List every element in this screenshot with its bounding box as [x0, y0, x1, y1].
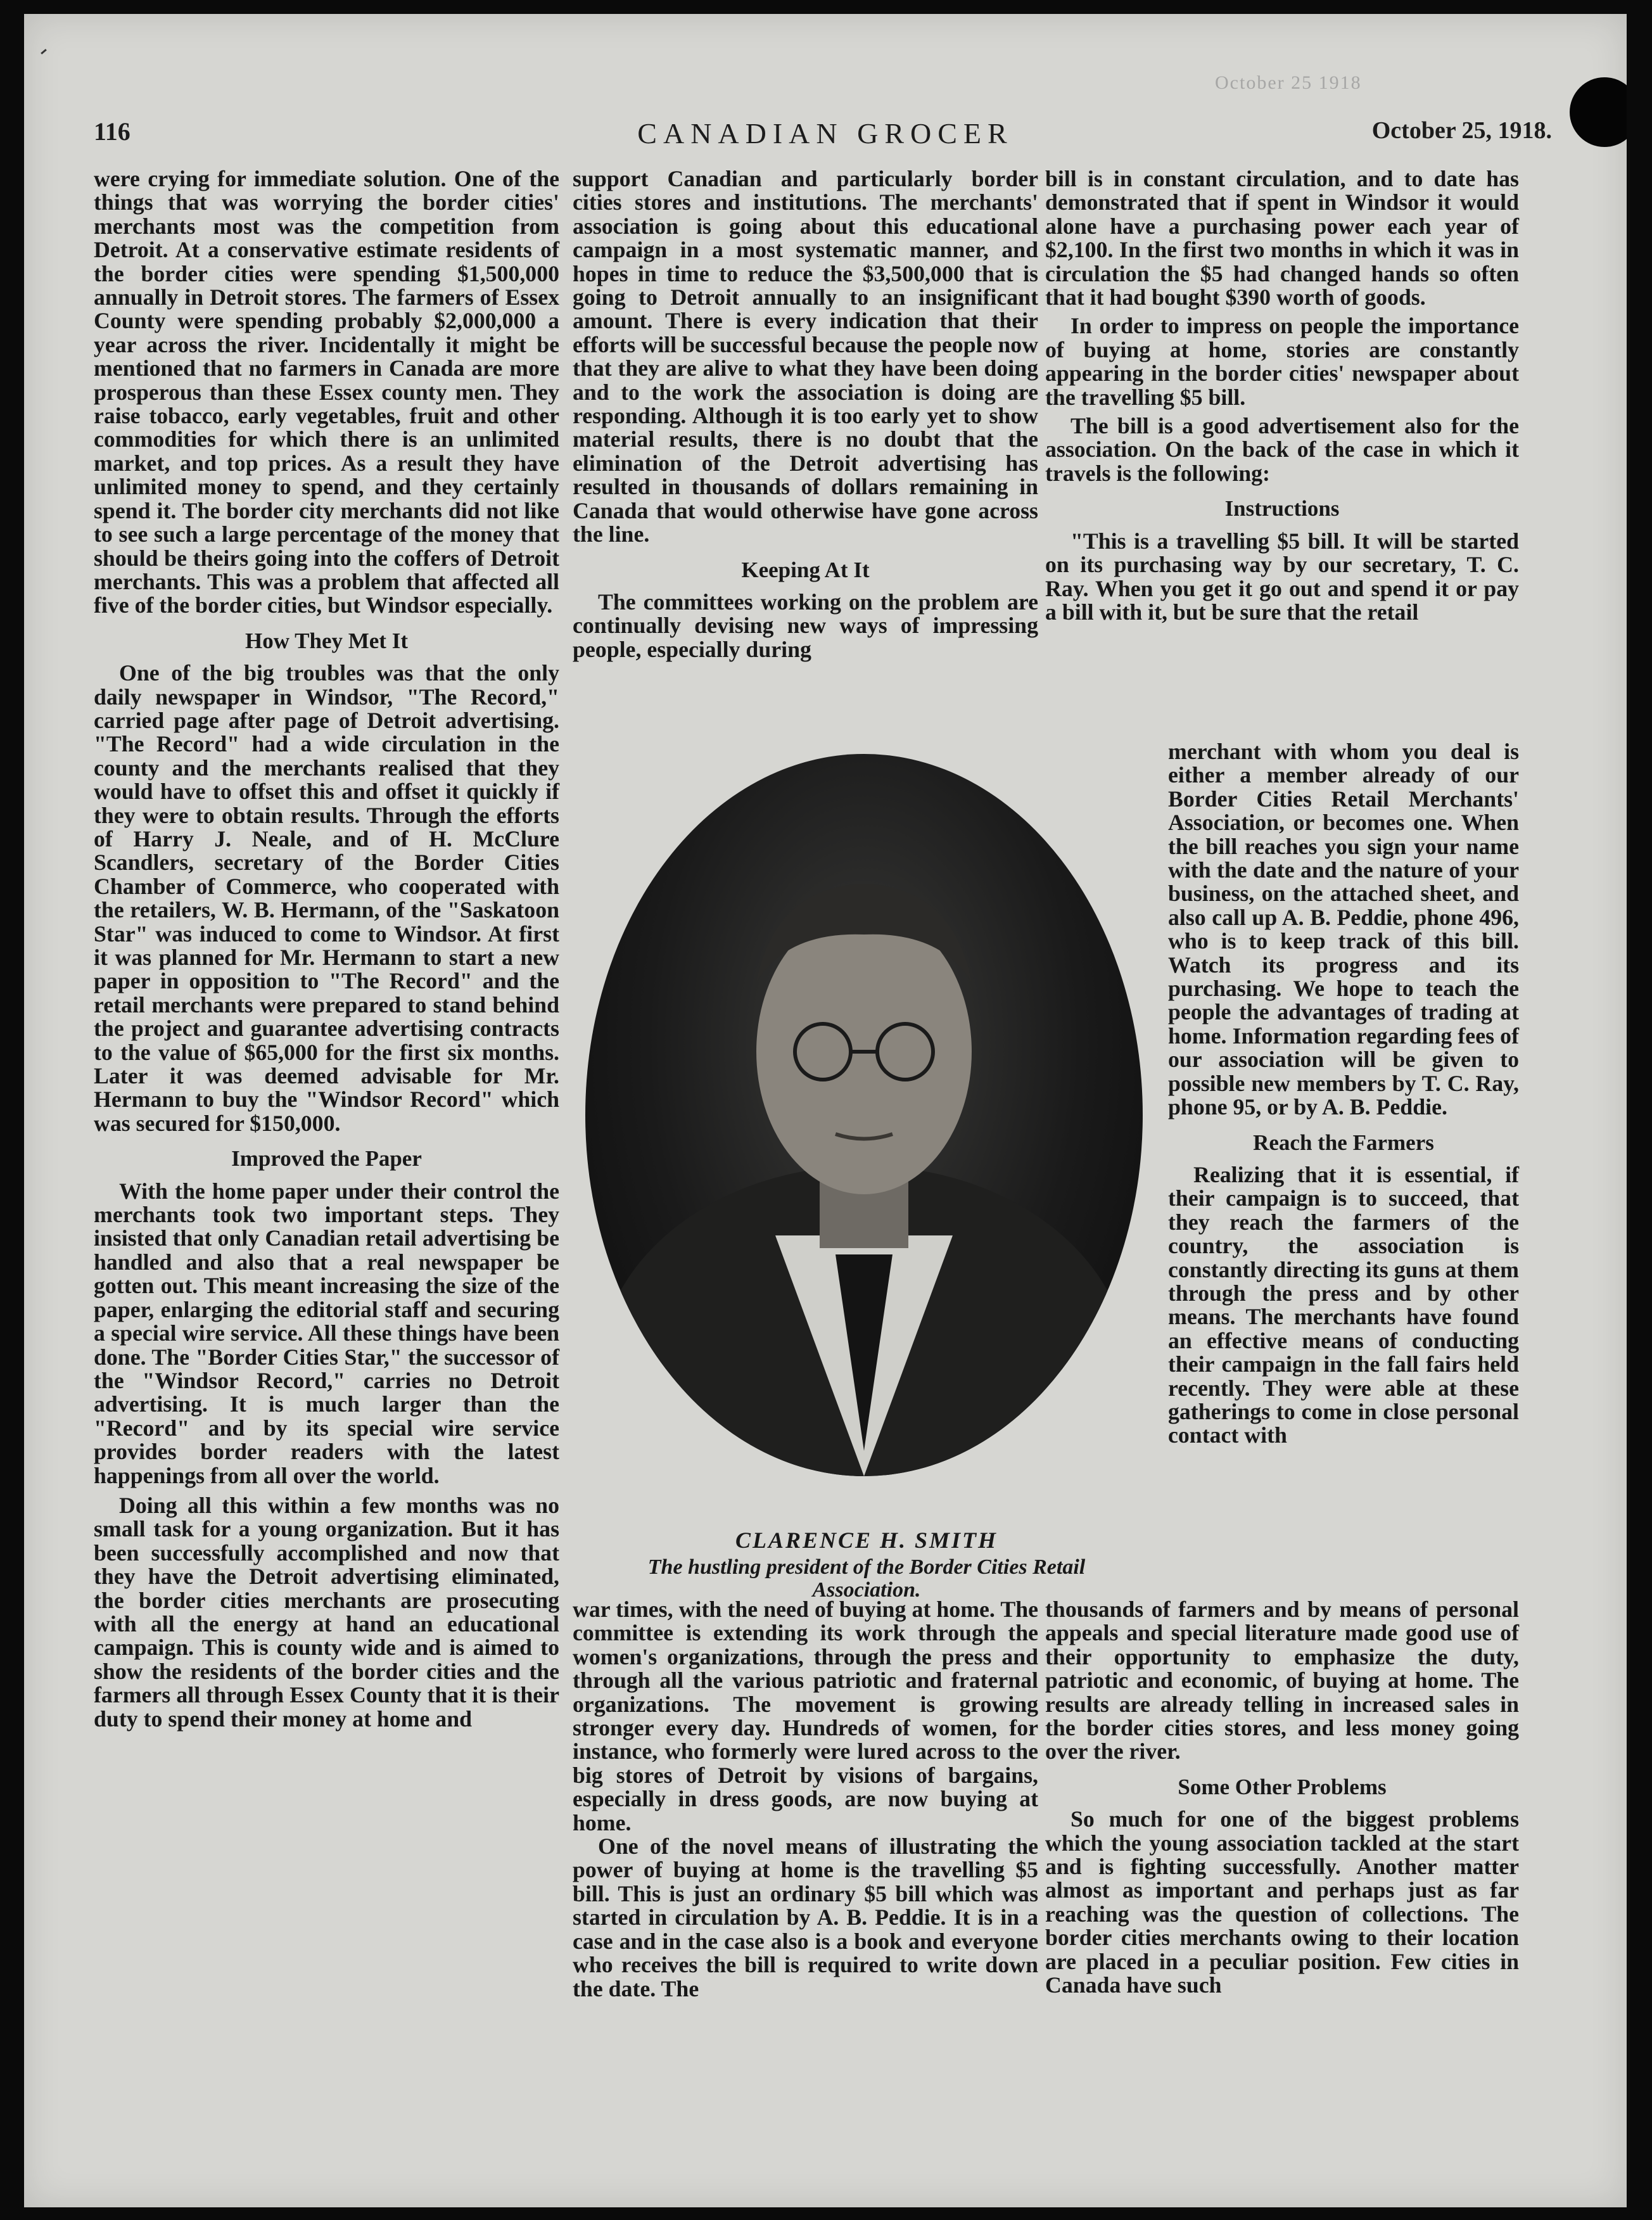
section-heading: Some Other Problems: [1178, 1774, 1387, 1799]
page-number: 116: [94, 117, 130, 146]
column-3-bottom: [1045, 1598, 1519, 1998]
paragraph: One of the big troubles was that the only daily newspaper in Windsor, "The Record," carried page after page of Detroit advertising. "The Record" had a wide circulation in the county and the merchants realised that they would have to offset this and offset it quickly if they were to obtain results. Through the efforts of Harry J. Neale, and of H. McClure Scandlers, secretary of the Border Cities Chamber of Commerce, who cooperated with the retailers, W. B. Hermann, of the "Saskatoon Star" was induced to come to Windsor. At first it was planned for Mr. Hermann to start a new paper in opposition to "The Record" and the retail merchants were prepared to stand behind the project and guarantee advertising contracts to the value of $65,000 for the first six months. Later it was deemed advisable for Mr. Hermann to buy the "Windsor Record" which was secured for $150,000.: [94, 660, 559, 1136]
column-2-bottom: [573, 1598, 1038, 2001]
caption-description: The hustling president of the Border Cities Retail Association.: [647, 1555, 1086, 1602]
column-3-narrow: [1168, 740, 1519, 1448]
paragraph: The bill is a good advertisement also for the association. On the back of the case in which it travels is the following:: [1045, 413, 1519, 486]
section-heading: Improved the Paper: [231, 1146, 422, 1171]
column-1: [94, 167, 559, 1731]
paragraph: bill is in constant circulation, and to date has demonstrated that if spent in Windsor it would alone have a purchasing power each year of $2,100. In the first two months in which it was in circulation the $5 had changed hands so often that it had bought $390 worth of goods.: [1045, 166, 1519, 310]
portrait-icon: [585, 754, 1143, 1476]
photo-caption: [594, 1527, 1139, 1602]
paragraph: were crying for immediate solution. One of the things that was worrying the border cities' merchants most was the competition from Detroit. At a conservative estimate residents of the border cities were spending $1,500,000 annually in Detroit stores. The farmers of Essex County were spending probably $2,000,000 a year across the river. Incidentally it might be mentioned that no farmers in Canada are more prosperous than these Essex county men. They raise tobacco, early vegetables, fruit and other commodities for which there is an unlimited market, and top prices. As a result they have unlimited money to spend, and they certainly spend it. The border city merchants did not like to see such a large percentage of the money that should be theirs going into the coffers of Detroit merchants. This was a problem that affected all five of the border cities, but Windsor especially.: [94, 166, 559, 618]
scan-mark: [41, 49, 47, 54]
paragraph: war times, with the need of buying at home. The committee is extending its work through the women's organizations, through the press and through all the various patriotic and fraternal organizations. The movement is growing stronger every day. Hundreds of women, for instance, who formerly were lured across to the big stores of Detroit by visions of bargains, especially in dress goods, are now buying at home.: [573, 1597, 1038, 1835]
paragraph: The committees working on the problem are continually devising new ways of impressing people, especially during: [573, 589, 1038, 662]
column-2-top: [573, 167, 1038, 661]
paragraph: One of the novel means of illustrating the power of buying at home is the travelling $5 bill. This is just an ordinary $5 bill which was started in circulation by A. B. Peddie. It is in a case and in the case also is a book and everyone who receives the bill is required to write down the date. The: [573, 1834, 1038, 2001]
section-heading: How They Met It: [245, 628, 408, 653]
issue-date: October 25, 1918.: [1371, 117, 1552, 144]
column-3-top: [1045, 167, 1519, 624]
paragraph: Realizing that it is essential, if their campaign is to succeed, that they reach the farmers of the country, the association is constantly directing its guns at them through the press and by other means. The merchants have found an effective means of conducting their campaign in the fall fairs held recently. They were able at these gatherings to come in close personal contact with: [1168, 1161, 1519, 1448]
section-heading: Keeping At It: [741, 557, 870, 582]
publication-title: CANADIAN GROCER: [637, 117, 1013, 150]
paragraph: In order to impress on people the importance of buying at home, stories are constantly appearing in the border cities' newspaper about the travelling $5 bill.: [1045, 313, 1519, 410]
portrait-photo: [585, 754, 1143, 1476]
date-stamp: October 25 1918: [1215, 72, 1362, 93]
paragraph: So much for one of the biggest problems which the young association tackled at the start and is fighting successfully. Another matter almost as important and perhaps just as far reaching was the question of collections. The border cities merchants owing to their location are placed in a peculiar position. Few cities in Canada have such: [1045, 1806, 1519, 1998]
paragraph: merchant with whom you deal is either a member already of our Border Cities Retail Merchants' Association, or becomes one. When the bill reaches you sign your name with the date and the nature of your business, on the attached sheet, and also call up A. B. Peddie, phone 496, who is to keep track of this bill. Watch its progress and its purchasing. We hope to teach the people the advantages of trading at home. Information regarding fees of our association will be given to possible new members by T. C. Ray, phone 95, or by A. B. Peddie.: [1168, 739, 1519, 1120]
paragraph: Doing all this within a few months was no small task for a young organization. But it has been successfully accomplished and now that they have the Detroit advertising eliminated, the border cities merchants are prosecuting with all the energy at hand an educational campaign. This is county wide and is aimed to show the residents of the border cities and the farmers all through Essex County that it is their duty to spend their money at home and: [94, 1492, 559, 1732]
magazine-page: [24, 14, 1627, 2207]
section-heading: Reach the Farmers: [1253, 1130, 1434, 1155]
section-heading: Instructions: [1224, 496, 1340, 521]
paragraph: thousands of farmers and by means of personal appeals and special literature made good use of their opportunity to emphasize the duty, patriotic and economic, of buying at home. The results are already telling in increased sales in the border cities stores, and less money going over the river.: [1045, 1597, 1519, 1764]
paragraph: support Canadian and particularly border cities stores and institutions. The merchants' association is going about this educational campaign in a most systematic manner, and hopes in time to reduce the $3,500,000 that is going to Detroit annually to an insignificant amount. There is every indication that their efforts will be successful because the people now that they are alive to what they have been doing and to the work the association is doing are responding. Although it is too early yet to show material results, there is no doubt that the elimination of the Detroit advertising has resulted in thousands of dollars remaining in Canada that would otherwise have gone across the line.: [573, 166, 1038, 547]
paragraph: With the home paper under their control the merchants took two important steps. They insisted that only Canadian retail advertising be handled and also that a real newspaper be gotten out. This meant increasing the size of the paper, enlarging the editorial staff and securing a special wire service. All these things have been done. The "Border Cities Star," the successor of the "Windsor Record," carries no Detroit advertising. It is much larger than the "Record" and by its special wire service provides border readers with the latest happenings from all over the world.: [94, 1178, 559, 1488]
caption-name: CLARENCE H. SMITH: [735, 1528, 998, 1553]
paragraph: "This is a travelling $5 bill. It will be started on its purchasing way by our secretary, T. C. Ray. When you get it go out and spend it or pay a bill with it, but be sure that the retail: [1045, 528, 1519, 625]
